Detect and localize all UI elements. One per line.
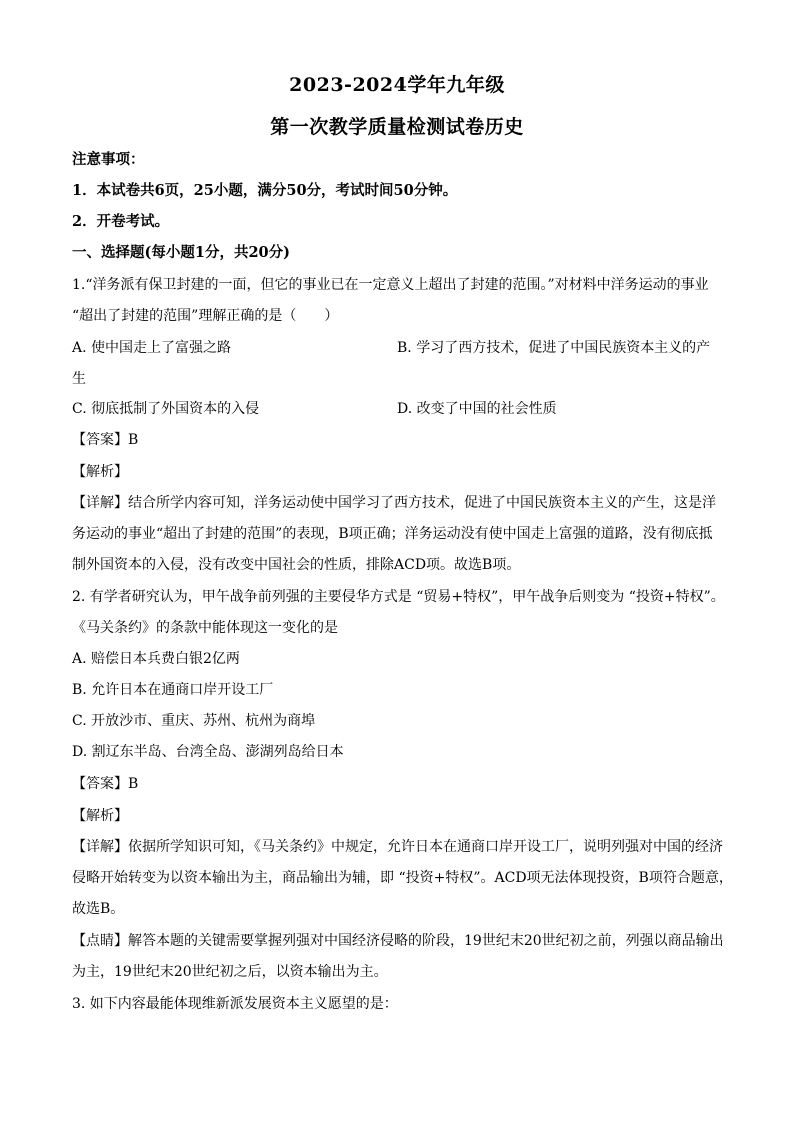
q1-option-b: B. 学习了西方技术，促进了中国民族资本主义的产 — [397, 340, 711, 356]
exam-title-year: 2023-2024学年九年级 — [289, 74, 505, 96]
q1-analysis-heading: 【解析】 — [72, 464, 128, 480]
q2-detail-line-1: 【详解】依据所学知识可知，《马关条约》中规定，允许日本在通商口岸开设工厂，说明列强对中国的经济 — [72, 839, 723, 855]
q1-detail-line-1: 【详解】结合所学内容可知，洋务运动使中国学习了西方技术，促进了中国民族资本主义的产生，这是洋 — [72, 495, 716, 511]
q1-option-b-wrap: 生 — [72, 371, 86, 387]
q1-detail-line-2: 务运动的事业“超出了封建的范围”的表现，B项正确；洋务运动没有使中国走上富强的道路，没有彻底抵 — [72, 526, 713, 542]
q2-analysis-heading: 【解析】 — [72, 808, 128, 824]
section-heading-choice: 一、选择题(每小题1分，共20分) — [72, 244, 290, 261]
q1-detail-line-3: 制外国资本的入侵，没有改变中国社会的性质，排除ACD项。故选B项。 — [72, 557, 521, 573]
q2-option-d: D. 割辽东半岛、台湾全岛、澎湖列岛给日本 — [72, 744, 344, 760]
q2-point-line-1: 【点睛】解答本题的关键需要掌握列强对中国经济侵略的阶段，19世纪末20世纪初之前，列强以商品输出 — [72, 933, 724, 949]
q2-point-line-2: 为主，19世纪末20世纪初之后，以资本输出为主。 — [72, 964, 388, 980]
q2-stem-line-2: 《马关条约》的条款中能体现这一变化的是 — [72, 620, 338, 636]
q2-detail-line-3: 故选B。 — [72, 901, 125, 917]
q2-option-b: B. 允许日本在通商口岸开设工厂 — [72, 682, 274, 698]
q2-stem-line-1: 2. 有学者研究认为，甲午战争前列强的主要侵华方式是 “贸易+特权”，甲午战争后则变为 “投资+特权”。 — [72, 589, 725, 605]
q2-option-a: A. 赔偿日本兵费白银2亿两 — [72, 651, 240, 667]
q2-answer: 【答案】B — [72, 776, 139, 792]
notice-heading: 注意事项： — [72, 151, 145, 168]
notice-item-2: 2．开卷考试。 — [72, 213, 170, 230]
notice-item-1: 1．本试卷共6页，25小题，满分50分，考试时间50分钟。 — [72, 182, 458, 199]
q1-answer: 【答案】B — [72, 432, 139, 448]
q1-stem-line-1: 1.“洋务派有保卫封建的一面，但它的事业已在一定意义上超出了封建的范围。”对材料中洋务运动的事业 — [72, 277, 709, 293]
exam-title-subject: 第一次教学质量检测试卷历史 — [270, 116, 524, 138]
q2-detail-line-2: 侵略开始转变为以资本输出为主，商品输出为辅，即 “投资+特权”。ACD项无法体现投资，B项符合题意， — [72, 870, 733, 886]
q1-option-c: C. 彻底抵制了外国资本的入侵 — [72, 401, 260, 417]
q3-stem-line-1: 3. 如下内容最能体现维新派发展资本主义愿望的是： — [72, 996, 398, 1012]
q1-option-a: A. 使中国走上了富强之路 — [72, 340, 232, 356]
q1-option-d: D. 改变了中国的社会性质 — [397, 401, 557, 417]
q2-option-c: C. 开放沙市、重庆、苏州、杭州为商埠 — [72, 713, 316, 729]
q1-stem-line-2: “超出了封建的范围”理解正确的是（ ） — [72, 308, 339, 324]
